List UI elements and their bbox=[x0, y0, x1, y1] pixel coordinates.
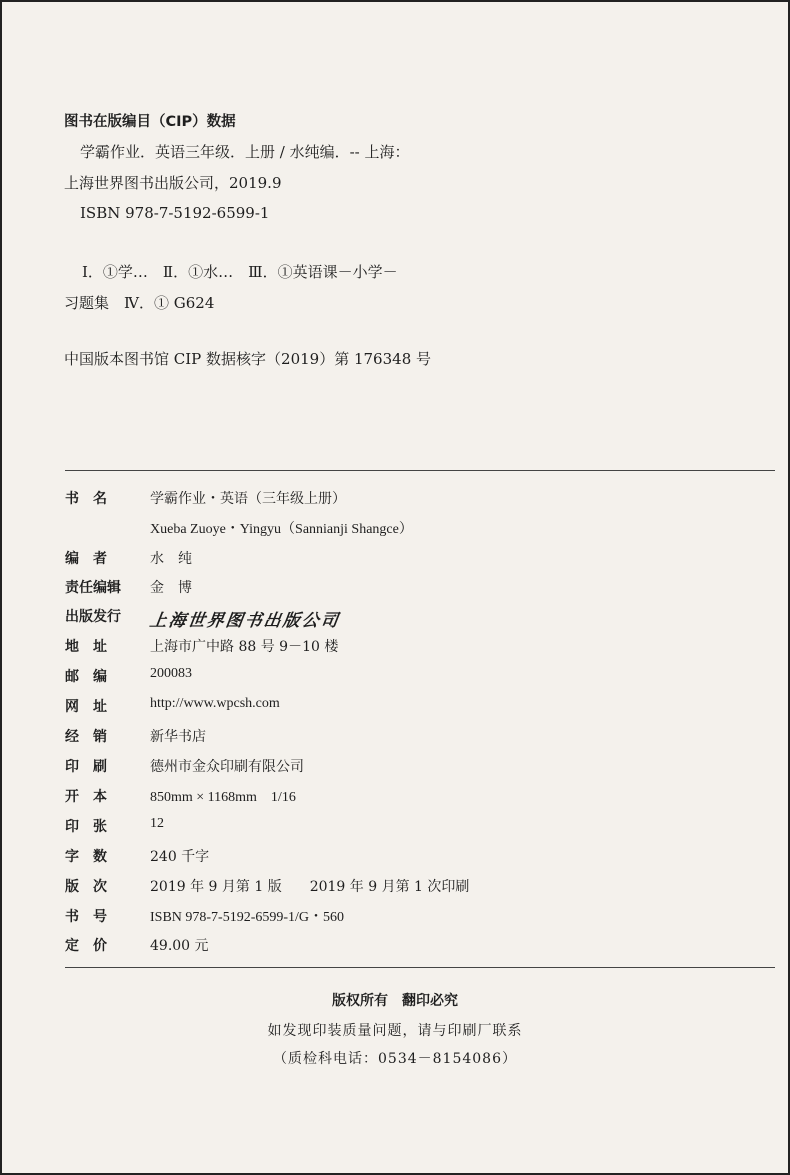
bottom-divider bbox=[65, 967, 775, 968]
book-number-label: 书 号 bbox=[65, 909, 107, 925]
cip-classification-2: 习题集 Ⅳ．① G624 bbox=[64, 294, 215, 312]
cip-approval-number: 中国版本图书馆 CIP 数据核字（2019）第 176348 号 bbox=[64, 350, 432, 368]
book-number-value: ISBN 978-7-5192-6599-1/G・560 bbox=[150, 910, 345, 925]
title-pinyin: Xueba Zuoye・Yingyu（Sannianji Shangce） bbox=[150, 522, 413, 537]
postcode-label: 邮 编 bbox=[65, 669, 107, 685]
price-label: 定 价 bbox=[65, 938, 107, 954]
sheets-label: 印 张 bbox=[65, 819, 107, 835]
price-value: 49.00 元 bbox=[150, 938, 209, 954]
format-value: 850mm × 1168mm 1/16 bbox=[150, 790, 296, 805]
quality-phone: （质检科电话：0534－8154086） bbox=[273, 1051, 517, 1067]
cip-title-line: 学霸作业．英语三年级．上册 / 水纯编．-- 上海： bbox=[80, 143, 410, 161]
editor-value: 水 纯 bbox=[150, 551, 192, 567]
title-value: 学霸作业・英语（三年级上册） bbox=[150, 491, 346, 507]
rights-reserved: 版权所有 翻印必究 bbox=[332, 993, 458, 1009]
printer-value: 德州市金众印刷有限公司 bbox=[150, 759, 304, 775]
sheets-value: 12 bbox=[150, 816, 164, 831]
address-value: 上海市广中路 88 号 9－10 楼 bbox=[150, 639, 339, 655]
publisher-logo-text: 上海世界图书出版公司 bbox=[148, 611, 342, 631]
website-label: 网 址 bbox=[65, 699, 107, 715]
cip-publisher-line: 上海世界图书出版公司，2019.9 bbox=[64, 174, 282, 192]
publisher-logo bbox=[150, 606, 340, 631]
distributor-label: 经 销 bbox=[65, 729, 107, 745]
cip-classification-1: Ⅰ．①学… Ⅱ．①水… Ⅲ．①英语课－小学－ bbox=[82, 263, 398, 281]
notice-wrapper bbox=[2, 1020, 788, 1040]
cip-isbn: ISBN 978-7-5192-6599-1 bbox=[80, 204, 270, 222]
postcode-value: 200083 bbox=[150, 666, 192, 681]
distributor-value: 新华书店 bbox=[150, 729, 206, 745]
printer-label: 印 刷 bbox=[65, 759, 107, 775]
cip-heading: 图书在版编目（CIP）数据 bbox=[64, 114, 236, 130]
format-label: 开 本 bbox=[65, 789, 107, 805]
website-value: http://www.wpcsh.com bbox=[150, 696, 280, 711]
phone-wrapper bbox=[2, 1048, 788, 1068]
title-label: 书 名 bbox=[65, 491, 107, 507]
copyright-footer bbox=[2, 990, 788, 1010]
words-label: 字 数 bbox=[65, 849, 107, 865]
resp-editor-value: 金 博 bbox=[150, 580, 192, 596]
edition-label: 版 次 bbox=[65, 879, 107, 895]
publisher-label: 出版发行 bbox=[65, 609, 121, 625]
address-label: 地 址 bbox=[65, 639, 107, 655]
quality-notice: 如发现印装质量问题，请与印刷厂联系 bbox=[267, 1023, 523, 1039]
words-value: 240 千字 bbox=[150, 849, 210, 865]
edition-value: 2019 年 9 月第 1 版 2019 年 9 月第 1 次印刷 bbox=[150, 879, 470, 895]
editor-label: 编 者 bbox=[65, 551, 107, 567]
resp-editor-label: 责任编辑 bbox=[65, 580, 121, 596]
top-divider bbox=[65, 470, 775, 471]
